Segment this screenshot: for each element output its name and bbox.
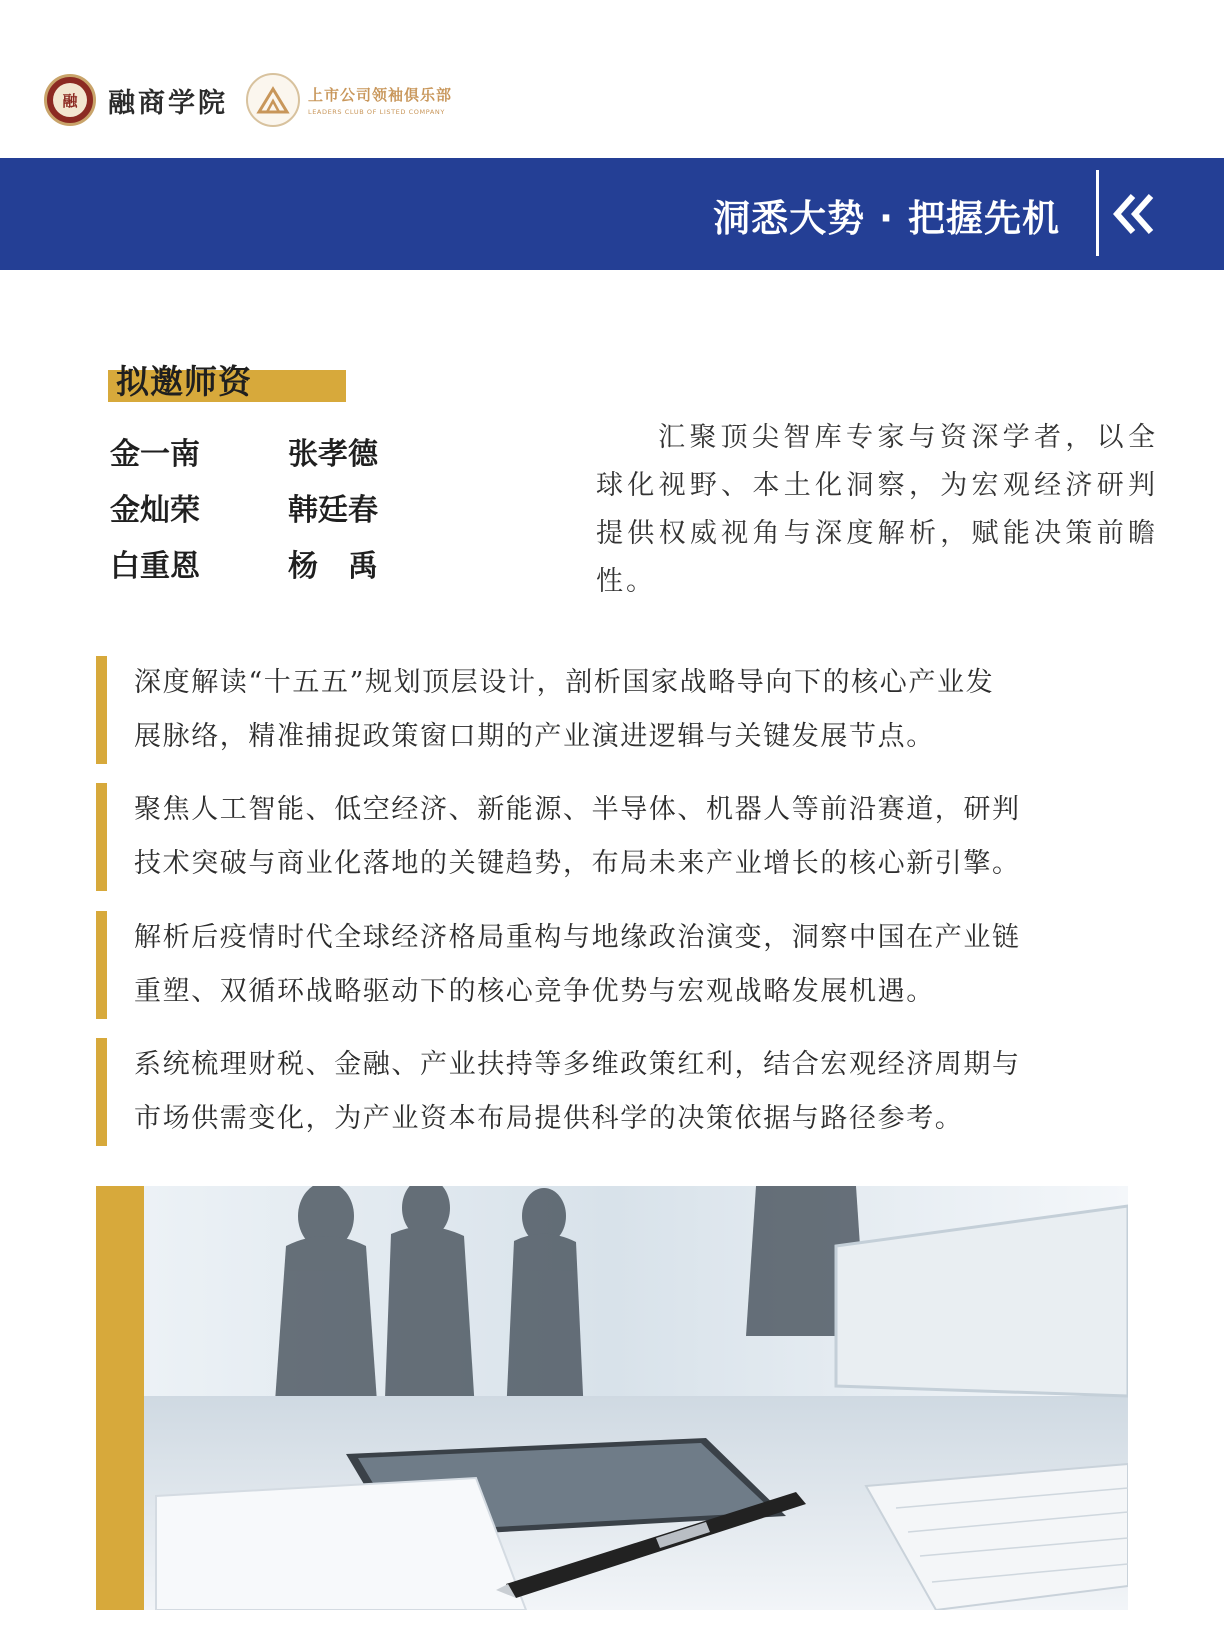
school-seal-glyph: 融 bbox=[53, 83, 87, 117]
faculty-name: 金一南 bbox=[110, 437, 200, 472]
faculty-name: 韩廷春 bbox=[288, 493, 378, 528]
point-line: 市场供需变化，为产业资本布局提供科学的决策依据与路径参考。 bbox=[134, 1103, 964, 1134]
faculty-name: 杨 禹 bbox=[288, 549, 378, 584]
double-chevron-left-icon bbox=[1113, 192, 1157, 240]
point-line: 系统梳理财税、金融、产业扶持等多维政策红利，结合宏观经济周期与 bbox=[134, 1049, 1021, 1080]
point-line: 展脉络，精准捕捉政策窗口期的产业演进逻辑与关键发展节点。 bbox=[134, 721, 935, 752]
club-name-block bbox=[308, 84, 452, 116]
faculty-list bbox=[110, 438, 410, 584]
point-line: 解析后疫情时代全球经济格局重构与地缘政治演变，洞察中国在产业链 bbox=[134, 922, 1021, 953]
point-block bbox=[96, 656, 1132, 764]
faculty-intro: 汇聚顶尖智库专家与资深学者，以全球化视野、本土化洞察，为宏观经济研判提供权威视角与深度解析，赋能决策前瞻性。 bbox=[596, 422, 1158, 597]
banner-divider bbox=[1096, 170, 1099, 256]
point-block bbox=[96, 1038, 1132, 1146]
point-block bbox=[96, 911, 1132, 1019]
faculty-heading-text: 拟邀师资 bbox=[116, 362, 252, 401]
banner-title: 洞悉大势 · 把握先机 bbox=[713, 197, 1060, 240]
school-logo bbox=[44, 74, 96, 126]
club-logo bbox=[246, 73, 300, 127]
office-photo bbox=[96, 1186, 1128, 1610]
faculty-heading bbox=[108, 356, 346, 402]
club-name: 上市公司领袖俱乐部 bbox=[308, 86, 453, 104]
point-line: 深度解读“十五五”规划顶层设计，剖析国家战略导向下的核心产业发 bbox=[134, 667, 995, 698]
club-name-en: LEADERS CLUB OF LISTED COMPANY bbox=[308, 108, 445, 116]
faculty-name: 金灿荣 bbox=[110, 493, 200, 528]
school-name: 融商学院 bbox=[108, 87, 228, 119]
faculty-name: 张孝德 bbox=[288, 437, 378, 472]
header-logos bbox=[44, 70, 452, 130]
point-line: 技术突破与商业化落地的关键趋势，布局未来产业增长的核心新引擎。 bbox=[134, 848, 1021, 879]
point-block bbox=[96, 783, 1132, 891]
point-line: 聚焦人工智能、低空经济、新能源、半导体、机器人等前沿赛道，研判 bbox=[134, 794, 1021, 825]
title-banner bbox=[0, 158, 1224, 270]
faculty-name: 白重恩 bbox=[110, 549, 200, 584]
point-line: 重塑、双循环战略驱动下的核心竞争优势与宏观战略发展机遇。 bbox=[134, 976, 935, 1007]
